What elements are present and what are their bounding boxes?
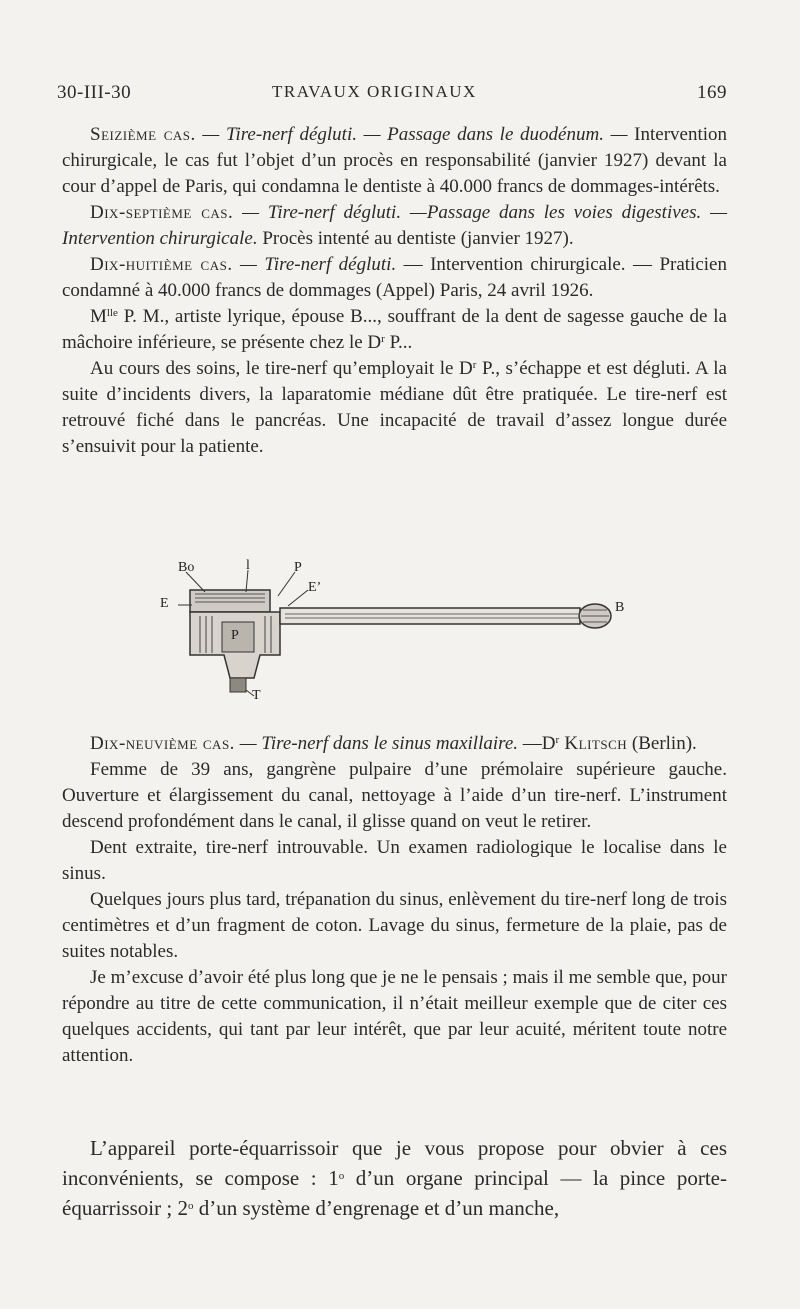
case-body: Intervention chirurgicale, le cas fut l’objet d’un procès en responsabilité (janvier 1927) devant la cour d’appel de Paris, qui condamna le dentiste à 40.000 francs de dommages-intérêts. [62, 124, 728, 197]
final-block [62, 1133, 727, 1223]
text-span: P., s’échappe et est dégluti. A la suite d’incidents divers, la laparatomie médiane dût être pratiquée. Le tire-nerf est retrouvé fiché dans le pancréas. Une incapacité de travail d’assez longue durée s’ensuivit pour la patiente. [62, 358, 727, 457]
case-label: Dix-huitième cas. [90, 254, 233, 275]
paragraph: Femme de 39 ans, gangrène pulpaire d’une prémolaire supérieure gauche. Ouverture et élargissement du canal, nettoyage à l’aide d’un tire-nerf. L’instrument descend profondément dans le canal, il glisse quand on veut le retirer. [62, 759, 727, 832]
paragraph [62, 304, 727, 356]
header-date: 30-III-30 [57, 82, 132, 103]
text-span: (Berlin). [627, 733, 697, 754]
superscript: o [338, 1170, 345, 1182]
superscript: r [472, 359, 477, 371]
case-label: Dix-septième cas. [90, 202, 234, 223]
instrument-drawing [150, 560, 640, 710]
superscript: r [381, 333, 385, 345]
text-span: d’un organe principal — la pince porte-équarrissoir ; 2 [62, 1166, 727, 1220]
paragraph [62, 356, 727, 460]
running-header [57, 82, 727, 112]
text-span: d’un système d’engrenage et d’un manche, [193, 1196, 560, 1220]
case-label: Seizième cas. [90, 124, 196, 145]
figure-label: P [231, 628, 239, 643]
case-title: — Tire-nerf dégluti. [232, 254, 397, 275]
paragraph: Dent extraite, tire-nerf introuvable. Un examen radiologique le localise dans le sinus. [62, 837, 727, 884]
header-title: TRAVAUX ORIGINAUX [272, 82, 477, 101]
figure-label: T [252, 688, 261, 703]
text-span: Au cours des soins, le tire-nerf qu’employait le D [90, 358, 473, 379]
case-19-block [62, 731, 727, 1069]
case-17 [62, 200, 727, 252]
case-title: — Tire-nerf dans le sinus maxillaire. [234, 733, 518, 754]
case-title: — Tire-nerf dégluti. —Passage dans les voies digestives. — Intervention chirurgicale. [62, 202, 727, 249]
page-number: 169 [697, 82, 727, 103]
figure-label: E [160, 596, 169, 611]
instrument-figure [150, 560, 640, 710]
figure-label: Bo [178, 560, 195, 575]
paragraph [62, 1133, 727, 1223]
cases-block [62, 122, 727, 460]
figure-label: P [294, 560, 302, 575]
case-title: — Tire-nerf dégluti. — Passage dans le duodénum. — [202, 124, 628, 145]
superscript: o [187, 1200, 194, 1212]
figure-label: E’ [308, 580, 322, 595]
text-span: —D [518, 733, 556, 754]
case-label: Dix-neuvième cas. [90, 733, 235, 754]
superscript: r [555, 734, 560, 746]
text-span: L’appareil porte-équarrissoir que je vous propose pour obvier à ces inconvénients, se compose : 1 [62, 1136, 727, 1190]
paragraph: Quelques jours plus tard, trépanation du sinus, enlèvement du tire-nerf long de trois centimètres et d’un fragment de coton. Lavage du sinus, fermeture de la plaie, pas de suites notables. [62, 889, 727, 962]
figure-label: B [615, 600, 625, 615]
case-18 [62, 252, 727, 304]
text-span: M [90, 306, 107, 327]
paragraph: Je m’excuse d’avoir été plus long que je ne le pensais ; mais il me semble que, pour répondre au titre de cette communication, il n’était meilleur exemple que de citer ces quelques accidents, qui tant par leur intérêt, que par leur acuité, méritent toute notre attention. [62, 967, 727, 1066]
text-span: P. M., artiste lyrique, épouse B..., souffrant de la dent de sagesse gauche de la mâchoire inférieure, se présente chez le D [62, 306, 727, 353]
text-span: P... [384, 332, 413, 353]
superscript: lle [106, 307, 118, 319]
case-body: Procès intenté au dentiste (janvier 1927). [257, 228, 574, 249]
case-16 [62, 122, 727, 200]
case-body: — Intervention chirurgicale. — Praticien condamné à 40.000 francs de dommages (Appel) Paris, 24 avril 1926. [62, 254, 727, 301]
author-name: Klitsch [559, 733, 628, 754]
figure-label: l [246, 558, 250, 573]
case-19 [62, 731, 727, 757]
